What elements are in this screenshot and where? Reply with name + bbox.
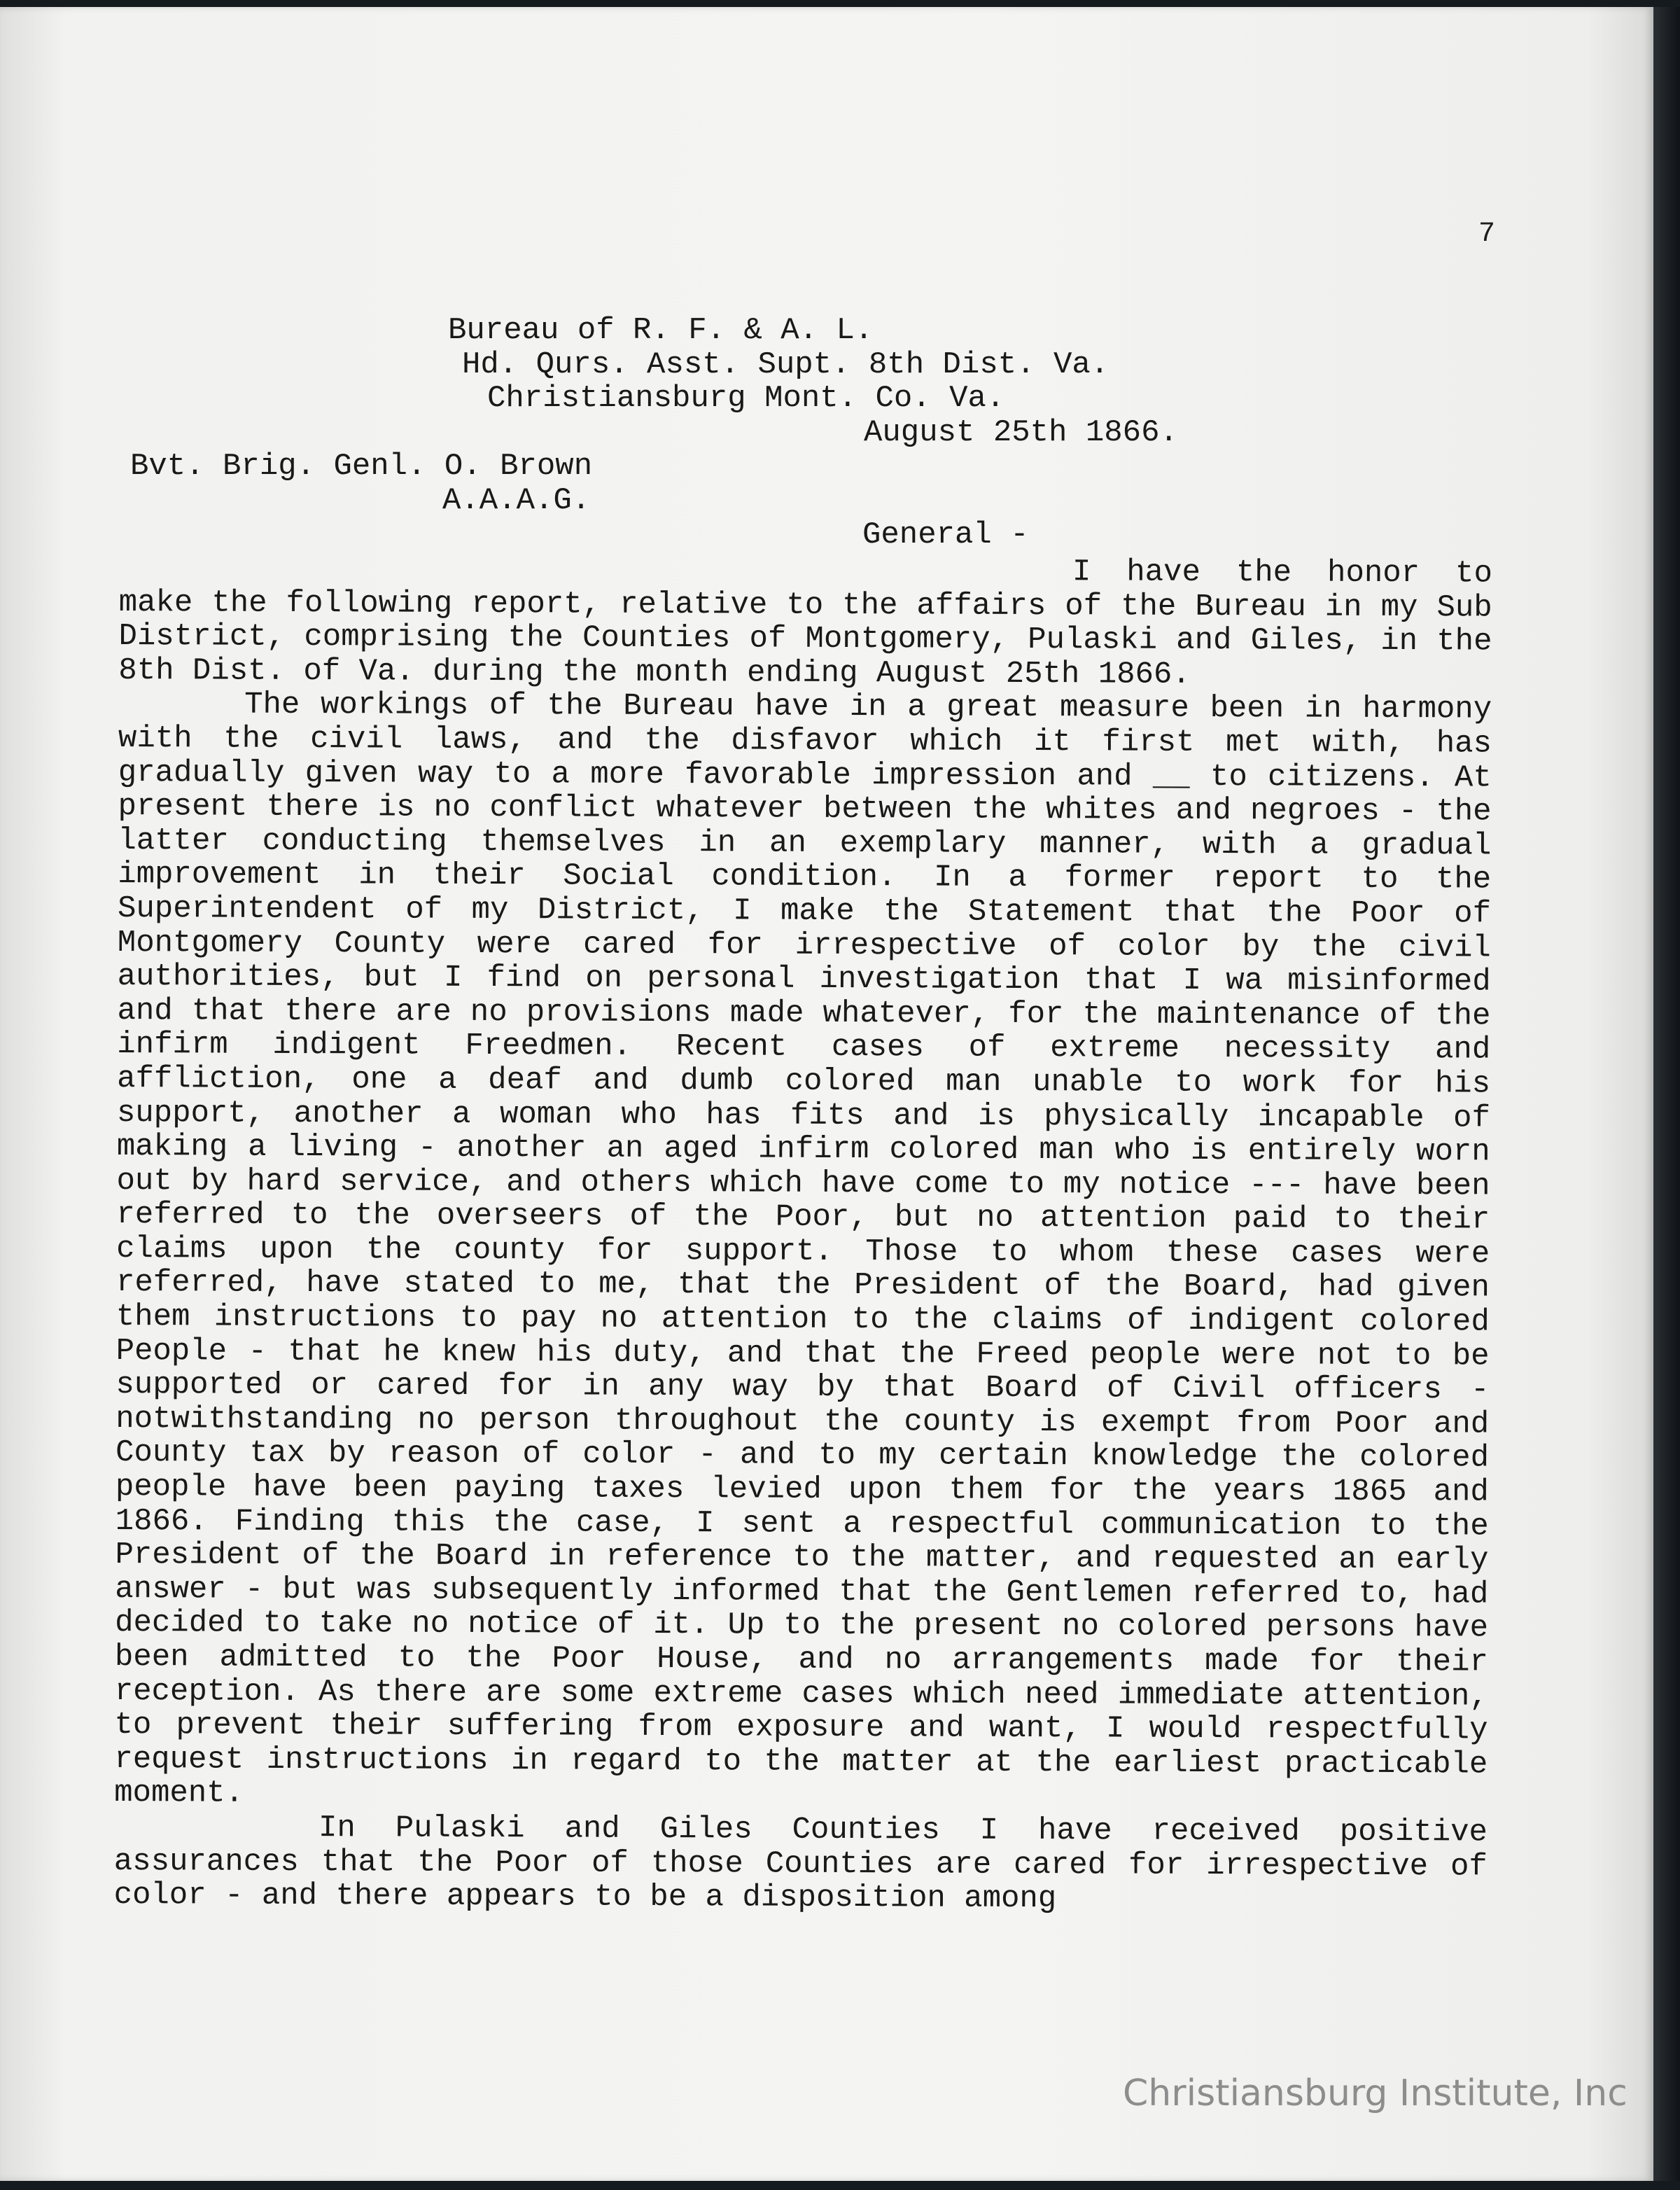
header-headquarters: Hd. Qurs. Asst. Supt. 8th Dist. Va. <box>462 347 1110 382</box>
paragraph-1: I have the honor to make the following report, relative to the affairs of the Bureau in my Sub District, comprising the Counties of Montgomery, Pulaski and Giles, in the 8th Dist. of Va. during the month ending August 25th 1866. <box>118 555 1492 692</box>
addressee-name: Bvt. Brig. Genl. O. Brown <box>130 449 593 484</box>
binder-edge <box>1653 7 1680 2181</box>
header-location: Christiansburg Mont. Co. Va. <box>487 381 1005 417</box>
paragraph-2: The workings of the Bureau have in a great measure been in harmony with the civil laws, and the disfavor which it first met with, has gradually given way to a more favorable impression and __ to citizens. At present there is no conflict whatever between the whites and negroes - the latter conducting themselves in an exemplary manner, with a gradual improvement in their Social condition. In a former report to the Superintendent of my District, I make the Statement that the Poor of Montgomery County were cared for irrespective of color by the civil authorities, but I find on personal investigation that I wa misinformed and that there are no provisions made whatever, for the maintenance of the infirm indigent Freedmen. Recent cases of extreme necessity and affliction, one a deaf and dumb colored man unable to work for his support, another a woman who has fits and is physically incapable of making a living - another an aged infirm colored man who is entirely worn out by hard service, and others which have come to my notice --- have been referred to the overseers of the Poor, but no attention paid to their claims upon the county for support. Those to whom these cases were referred, have stated to me, that the President of the Board, had given them instructions to pay no attention to the claims of indigent colored People - that he knew his duty, and that the Freed people were not to be supported or cared for in any way by that Board of Civil officers - notwithstanding no person throughout the county is exempt from Poor and County tax by reason of color - and to my certain knowledge the colored people have been paying taxes levied upon them for the years 1865 and 1866. Finding this the case, I sent a respectful communication to the President of the Board in reference to the matter, and requested an early answer - but was subsequently informed that the Gentlemen referred to, had decided to take no notice of it. Up to the present no colored persons have been admitted to the Poor House, and no arrangements made for their reception. As there are some extreme cases which need immediate attention, to prevent their suffering from exposure and want, I would respectfully request instructions in regard to the matter at the earliest practicable moment. <box>114 688 1492 1812</box>
salutation: General - <box>862 517 1029 552</box>
letter-body <box>114 552 1492 1918</box>
addressee-title: A.A.A.G. <box>442 482 591 518</box>
page-number: 7 <box>1478 218 1496 250</box>
header-bureau: Bureau of R. F. & A. L. <box>448 313 874 348</box>
header-date: August 25th 1866. <box>864 414 1178 450</box>
document-page <box>0 7 1653 2181</box>
letter-header <box>126 314 1498 552</box>
watermark: Christiansburg Institute, Inc <box>1123 2072 1628 2114</box>
paragraph-3: In Pulaski and Giles Counties I have received positive assurances that the Poor of those Counties are cared for irrespective of color - and there appears to be a disposition among <box>113 1811 1488 1917</box>
